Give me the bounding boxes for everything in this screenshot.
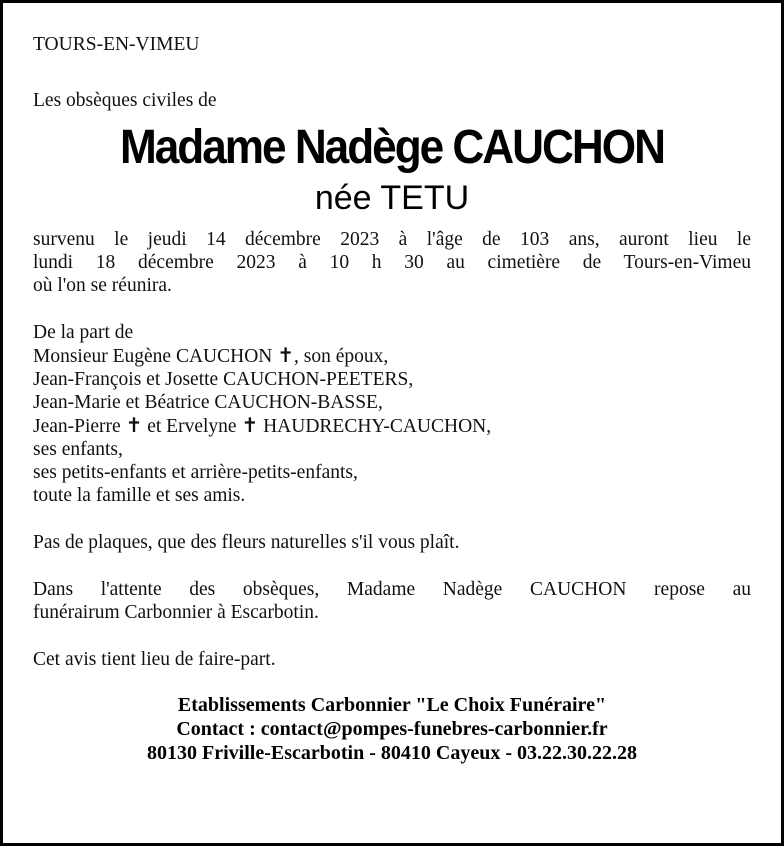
grandchildren-line: ses petits-enfants et arrière-petits-enfants, [33,462,358,483]
family-child: Jean-Marie et Béatrice CAUCHON-BASSE, [33,392,383,413]
deceased-name: Madame Nadège CAUCHON [120,121,664,174]
children-label: ses enfants, [33,439,123,460]
rest-paragraph [33,578,751,624]
rest-line: Dans l'attente des obsèques, Madame Nadège CAUCHON repose au [33,579,751,600]
maiden-name: née TETU [314,179,470,217]
family-friends-line: toute la famille et ses amis. [33,485,246,506]
cross-icon: ✝ [277,343,295,367]
family-intro: De la part de [33,322,134,343]
flowers-note: Pas de plaques, que des fleurs naturelles s'il vous plaît. [33,532,460,553]
announcement-line: lundi 18 décembre 2023 à 10 h 30 au cimetière de Tours-en-Vimeu [33,252,751,273]
address-line: 80130 Friville-Escarbotin - 80410 Cayeux - 03.22.30.22.28 [147,742,637,764]
funeral-home-footer [33,693,751,765]
company-name: Etablissements Carbonnier "Le Choix Funéraire" [177,694,607,716]
family-child [33,414,751,438]
family-husband [33,344,751,368]
closing-note: Cet avis tient lieu de faire-part. [33,649,276,670]
announcement-line: où l'on se réunira. [33,275,172,296]
child-middle: et Ervelyne [147,416,237,437]
family-paragraph [33,321,751,507]
family-child: Jean-François et Josette CAUCHON-PEETERS, [33,369,414,390]
cross-icon: ✝ [125,413,143,437]
contact-line: Contact : contact@pompes-funebres-carbonnier.fr [176,718,608,740]
child-last-name: HAUDRECHY-CAUCHON, [263,416,492,437]
announcement-line: survenu le jeudi 14 décembre 2023 à l'âge de 103 ans, auront lieu le [33,229,751,250]
rest-line: funérairum Carbonnier à Escarbotin. [33,602,319,623]
cross-icon: ✝ [241,413,259,437]
husband-suffix: , son époux, [294,346,389,367]
intro-text: Les obsèques civiles de [33,90,217,111]
child-first-name: Jean-Pierre [33,416,121,437]
place-name: TOURS-EN-VIMEU [33,34,200,55]
husband-name: Monsieur Eugène CAUCHON [33,346,273,367]
announcement-paragraph [33,228,751,297]
